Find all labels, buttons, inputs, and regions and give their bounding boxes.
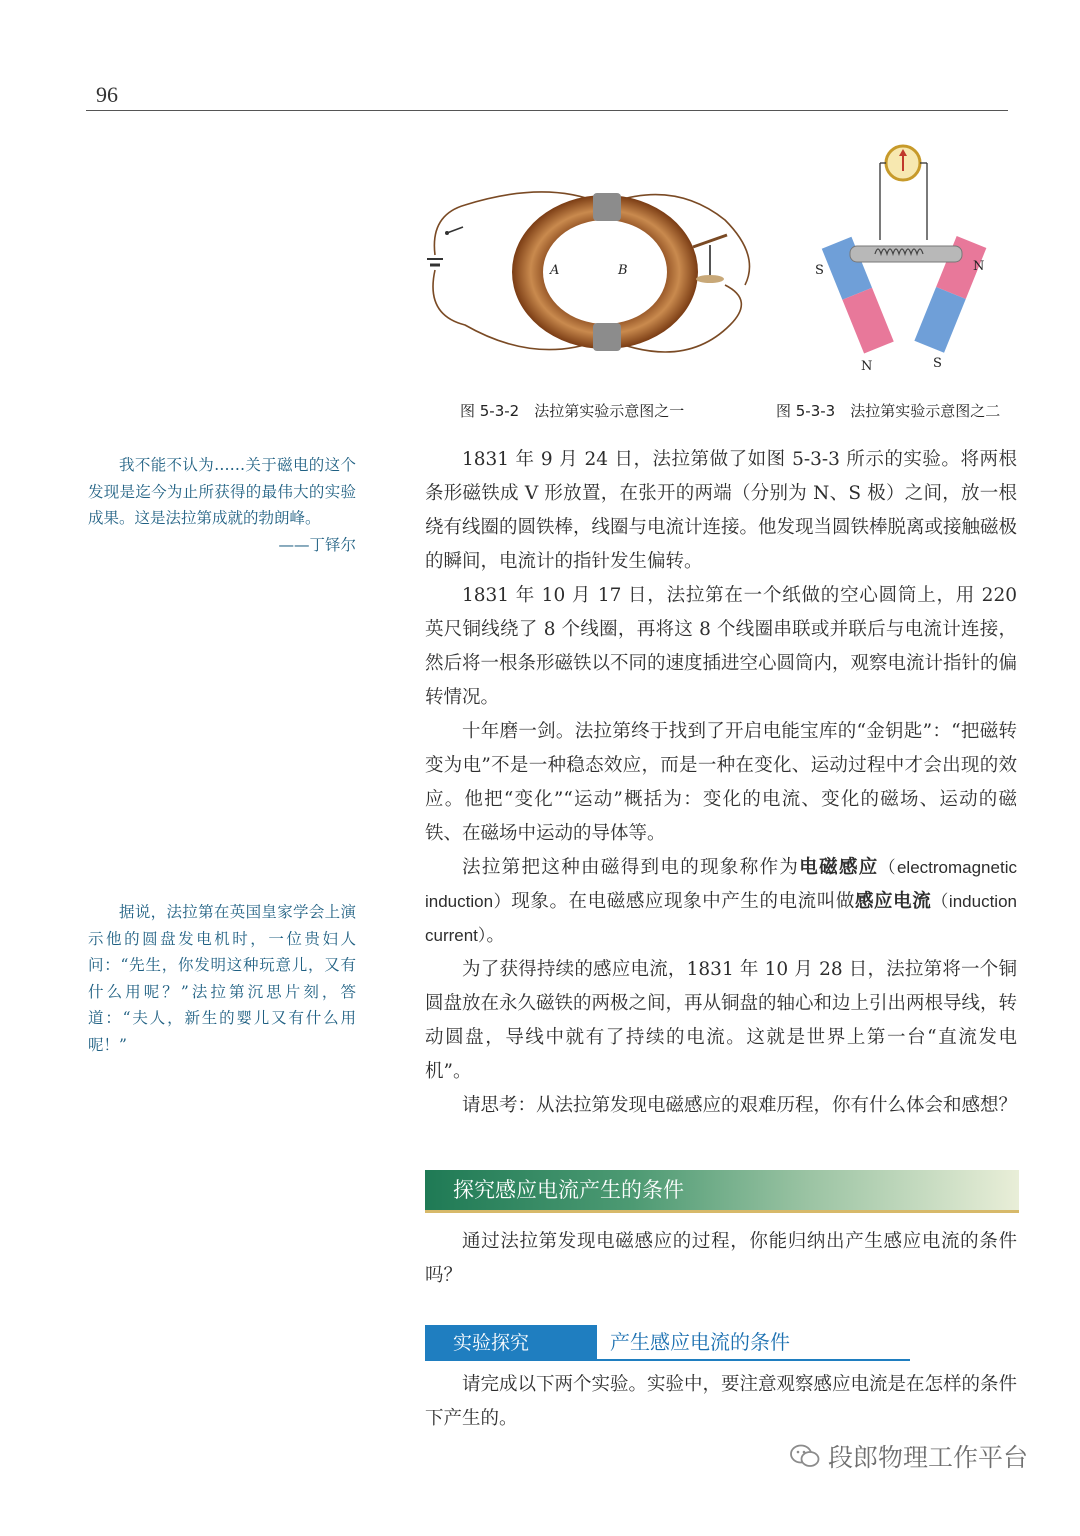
watermark [790,1438,1028,1474]
label-s-bottom: S [933,356,942,371]
section-intro [425,1225,1017,1293]
sidenote-anecdote [88,899,356,1058]
figure-caption-5-3-3: 图 5-3-3 法拉第实验示意图之二 [776,402,1001,420]
experiment-title: 产生感应电流的条件 [610,1330,790,1354]
main-text [425,443,1017,1123]
label-n-bottom: N [861,359,873,374]
wechat-icon [790,1443,820,1469]
label-a: A [550,263,560,278]
experiment-tag [425,1325,597,1359]
sidenote-attribution: ——丁铎尔 [278,535,356,554]
sidenote-tyndall-quote [88,452,356,558]
label-s-left: S [815,263,824,278]
label-n-right: N [973,259,985,274]
paragraph-definition: 法拉第把这种由磁得到电的现象称作为电磁感应（electromagnetic induction）现象。在电磁感应现象中产生的电流叫做感应电流（induction current）。 [425,857,1017,946]
paragraph: 为了获得持续的感应电流，1831 年 10 月 28 日，法拉第将一个铜圆盘放在永久磁铁的两极之间，再从铜盘的轴心和边上引出两根导线，转动圆盘，导线中就有了持续的电流。这就是世界上第一台“直流发电机”。 [425,959,1018,1082]
paragraph: 请完成以下两个实验。实验中，要注意观察感应电流是在怎样的条件下产生的。 [425,1374,1018,1429]
section-title: 探究感应电流产生的条件 [453,1178,684,1202]
sidenote-anecdote-text: 据说，法拉第在英国皇家学会上演示他的圆盘发电机时，一位贵妇人问：“先生，你发明这种玩意儿，又有什么用呢？”法拉第沉思片刻，答道：“夫人，新生的婴儿又有什么用呢！” [88,903,356,1054]
sidenote-quote-text: 我不能不认为……关于磁电的这个发现是迄今为止所获得的最伟大的实验成果。这是法拉第成就的勃朗峰。 [88,456,356,527]
paragraph-question: 请思考：从法拉第发现电磁感应的艰难历程，你有什么体会和感想？ [462,1095,1018,1116]
figure-ring-coil-experiment [425,175,765,375]
figure-caption-5-3-2: 图 5-3-2 法拉第实验示意图之一 [460,402,685,420]
experiment-text [425,1368,1017,1436]
experiment-rule [425,1359,910,1361]
watermark-text: 段郎物理工作平台 [828,1443,1029,1472]
experiment-tag-label: 实验探究 [453,1332,530,1354]
section-heading [425,1170,1019,1213]
figure-v-magnets-experiment [805,138,1005,383]
header-rule [86,110,1008,111]
term-induction-current: 感应电流 [854,891,932,912]
paragraph: 十年磨一剑。法拉第终于找到了开启电能宝库的“金钥匙”：“把磁转变为电”不是一种稳态效应，而是一种在变化、运动过程中才会出现的效应。他把“变化”“运动”概括为：变化的电流、变化的磁场、运动的磁铁、在磁场中运动的导体等。 [425,721,1017,844]
paragraph: 通过法拉第发现电磁感应的过程，你能归纳出产生感应电流的条件吗？ [425,1231,1017,1286]
term-electromagnetic-induction: 电磁感应 [799,857,879,878]
page-number: 96 [96,82,118,107]
label-b: B [618,263,628,278]
paragraph: 1831 年 10 月 17 日，法拉第在一个纸做的空心圆筒上，用 220 英尺铜线绕了 8 个线圈，再将这 8 个线圈串联或并联后与电流计连接，然后将一根条形磁铁以不同的速度插进空心圆筒内，观察电流计指针的偏转情况。 [425,585,1018,708]
paragraph: 1831 年 9 月 24 日，法拉第做了如图 5-3-3 所示的实验。将两根条形磁铁成 V 形放置，在张开的两端（分别为 N、S 极）之间，放一根绕有线圈的圆铁棒，线圈与电流计连接。他发现当圆铁棒脱离或接触磁极的瞬间，电流计的指针发生偏转。 [425,449,1018,572]
